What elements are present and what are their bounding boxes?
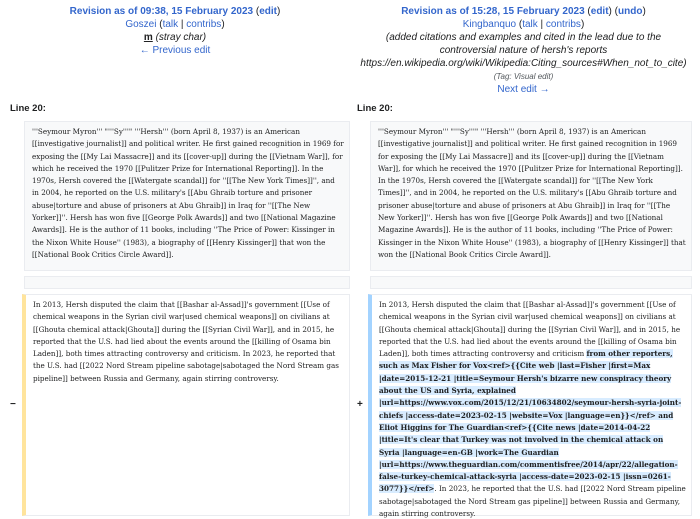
new-user-talk-link[interactable]: talk <box>522 19 538 30</box>
removed-line-marker: − <box>10 399 16 410</box>
new-context-empty-line <box>370 276 692 289</box>
added-text-highlight: from other reporters, such as Max Fisher for Vox<ref>{{Cite web |last=Fisher |first=Max |date=2015-12-21 |title=Seymour Hersh's bizarre new conspiracy theory about the US and Syria, explained |url=https://www.vox.com/2015/12/21/10634802/seymour-hersh-syria-joint-chiefs |access-date=2023-02-15 |website=Vox |language=en}}</ref> and Eliot Higgins for The Guardian<ref>{{Cite news |date=2014-04-22 |title=It's clear that Turkey was not involved in the chemical attack on Syria |language=en-GB |work=The Guardian |url=https://www.theguardian.com/commentisfree/2014/apr/22/allegation-false-turkey-chemical-attack-syria |access-date=2023-02-15 |issn=0261-3077}}</ref> <box>379 349 682 494</box>
old-line-number: Line 20: <box>10 103 46 114</box>
added-paragraph-prefix: In 2013, Hersh disputed the claim that [[Bashar al-Assad]]'s government [[Use of chemical weapons in the Syrian civil war|used chemical weapons]] on civilians at [[Ghouta chemical attack|Ghouta]] during the [[Syrian Civil War]], and in 2015, he reported that the U.S. had lied about the events around the [[killing of Osama bin Laden]], both times attracting controversy and criticism <box>379 300 681 359</box>
old-revision-header <box>10 5 340 57</box>
old-revision-link[interactable]: Revision as of 09:38, 15 February 2023 <box>69 6 254 17</box>
new-edit-summary: (added citations and examples and cited in the lead due to the controversial nature of hersh's reports https://en.wikipedia.org/wiki/Wikipedia:Citing_sources#When_not_to_cite) <box>360 32 687 69</box>
old-context-empty-line <box>24 276 350 289</box>
next-edit-link[interactable]: Next edit → <box>497 84 550 95</box>
old-edit-summary <box>10 31 340 44</box>
old-revision-title: Revision as of 09:38, 15 February 2023 (edit) <box>69 6 281 17</box>
old-user-talk-link[interactable]: talk <box>162 19 179 30</box>
old-edit-link[interactable]: edit <box>259 6 277 17</box>
new-user-link[interactable]: Kingbanquo <box>462 19 517 30</box>
old-context-paragraph: '''Seymour Myron''' "'''Sy'''" '''Hersh''' (born April 8, 1937) is an American [[investigative journalist]] and political writer. He first gained recognition in 1969 for exposing the [[My Lai Massacre]] and its [[cover-up]] during the [[Vietnam War]], for which he received the 1970 [[Pulitzer Prize for International Reporting]]. In the 1970s, Hersh covered the [[Watergate scandal]] for ''[[The New York Times]]'', and in 2004, he reported on the U.S. military's [[Abu Ghraib torture and prisoner abuse|torture and abuse of prisoners at Abu Ghraib]] in Iraq for ''[[The New Yorker]]''. Hersh has won five [[George Polk Awards]] and two [[National Magazine Awards]]. He is the author of 11 books, including ''The Price of Power: Kissinger in the Nixon White House'' (1983), a biography of [[Henry Kissinger]] that won the [[National Book Critics Circle Award]]. <box>24 121 350 271</box>
minor-edit-marker: m <box>143 32 153 43</box>
added-paragraph-suffix: . In 2023, he reported that the U.S. had [[2022 Nord Stream pipeline sabotage|sabotaged the Nord Stream gas pipeline]] between Russia and Germany, again stirring controversy. <box>379 484 686 519</box>
new-revision-header <box>357 5 690 96</box>
old-user-line: Goszei (talk | contribs) <box>125 19 225 30</box>
removed-paragraph: In 2013, Hersh disputed the claim that [[Bashar al-Assad]]'s government [[Use of chemical weapons in the Syrian civil war|used chemical weapons]] on civilians at [[Ghouta chemical attack|Ghouta]] during the [[Syrian Civil War]], and in 2015, he reported that the U.S. had lied about the events around the [[killing of Osama bin Laden]], both times attracting controversy and criticism. In 2023, he reported that the U.S. had [[2022 Nord Stream pipeline sabotage|sabotaged the Nord Stream gas pipeline]] between Russia and Germany, again stirring controversy. <box>22 294 350 516</box>
new-user-line: Kingbanquo (talk | contribs) <box>462 19 585 30</box>
old-user-link[interactable]: Goszei <box>125 19 157 30</box>
new-user-contribs-link[interactable]: contribs <box>545 19 581 30</box>
new-line-number: Line 20: <box>357 103 393 114</box>
old-summary-text: (stray char) <box>155 32 207 43</box>
undo-link[interactable]: undo <box>618 6 643 17</box>
previous-edit-link[interactable]: ← Previous edit <box>139 45 211 56</box>
new-context-paragraph: '''Seymour Myron''' "'''Sy'''" '''Hersh''' (born April 8, 1937) is an American [[investigative journalist]] and political writer. He first gained recognition in 1969 for exposing the [[My Lai Massacre]] and its [[cover-up]] during the [[Vietnam War]], for which he received the 1970 [[Pulitzer Prize for International Reporting]]. In the 1970s, Hersh covered the [[Watergate scandal]] for ''[[The New York Times]]'', and in 2004, he reported on the U.S. military's [[Abu Ghraib torture and prisoner abuse|torture and abuse of prisoners at Abu Ghraib]] in Iraq for ''[[The New Yorker]]''. Hersh has won five [[George Polk Awards]] and two [[National Magazine Awards]]. He is the author of 11 books, including ''The Price of Power: Kissinger in the Nixon White House'' (1983), a biography of [[Henry Kissinger]] that won the [[National Book Critics Circle Award]]. <box>370 121 692 271</box>
edit-tags: (Tag: Visual edit) <box>493 72 554 81</box>
new-edit-link[interactable]: edit <box>590 6 609 17</box>
old-user-contribs-link[interactable]: contribs <box>186 19 222 30</box>
new-revision-title: Revision as of 15:28, 15 February 2023 (edit) (undo) <box>401 6 646 17</box>
added-line-marker: + <box>357 399 363 410</box>
new-revision-link[interactable]: Revision as of 15:28, 15 February 2023 <box>401 6 585 17</box>
added-paragraph <box>368 294 692 519</box>
